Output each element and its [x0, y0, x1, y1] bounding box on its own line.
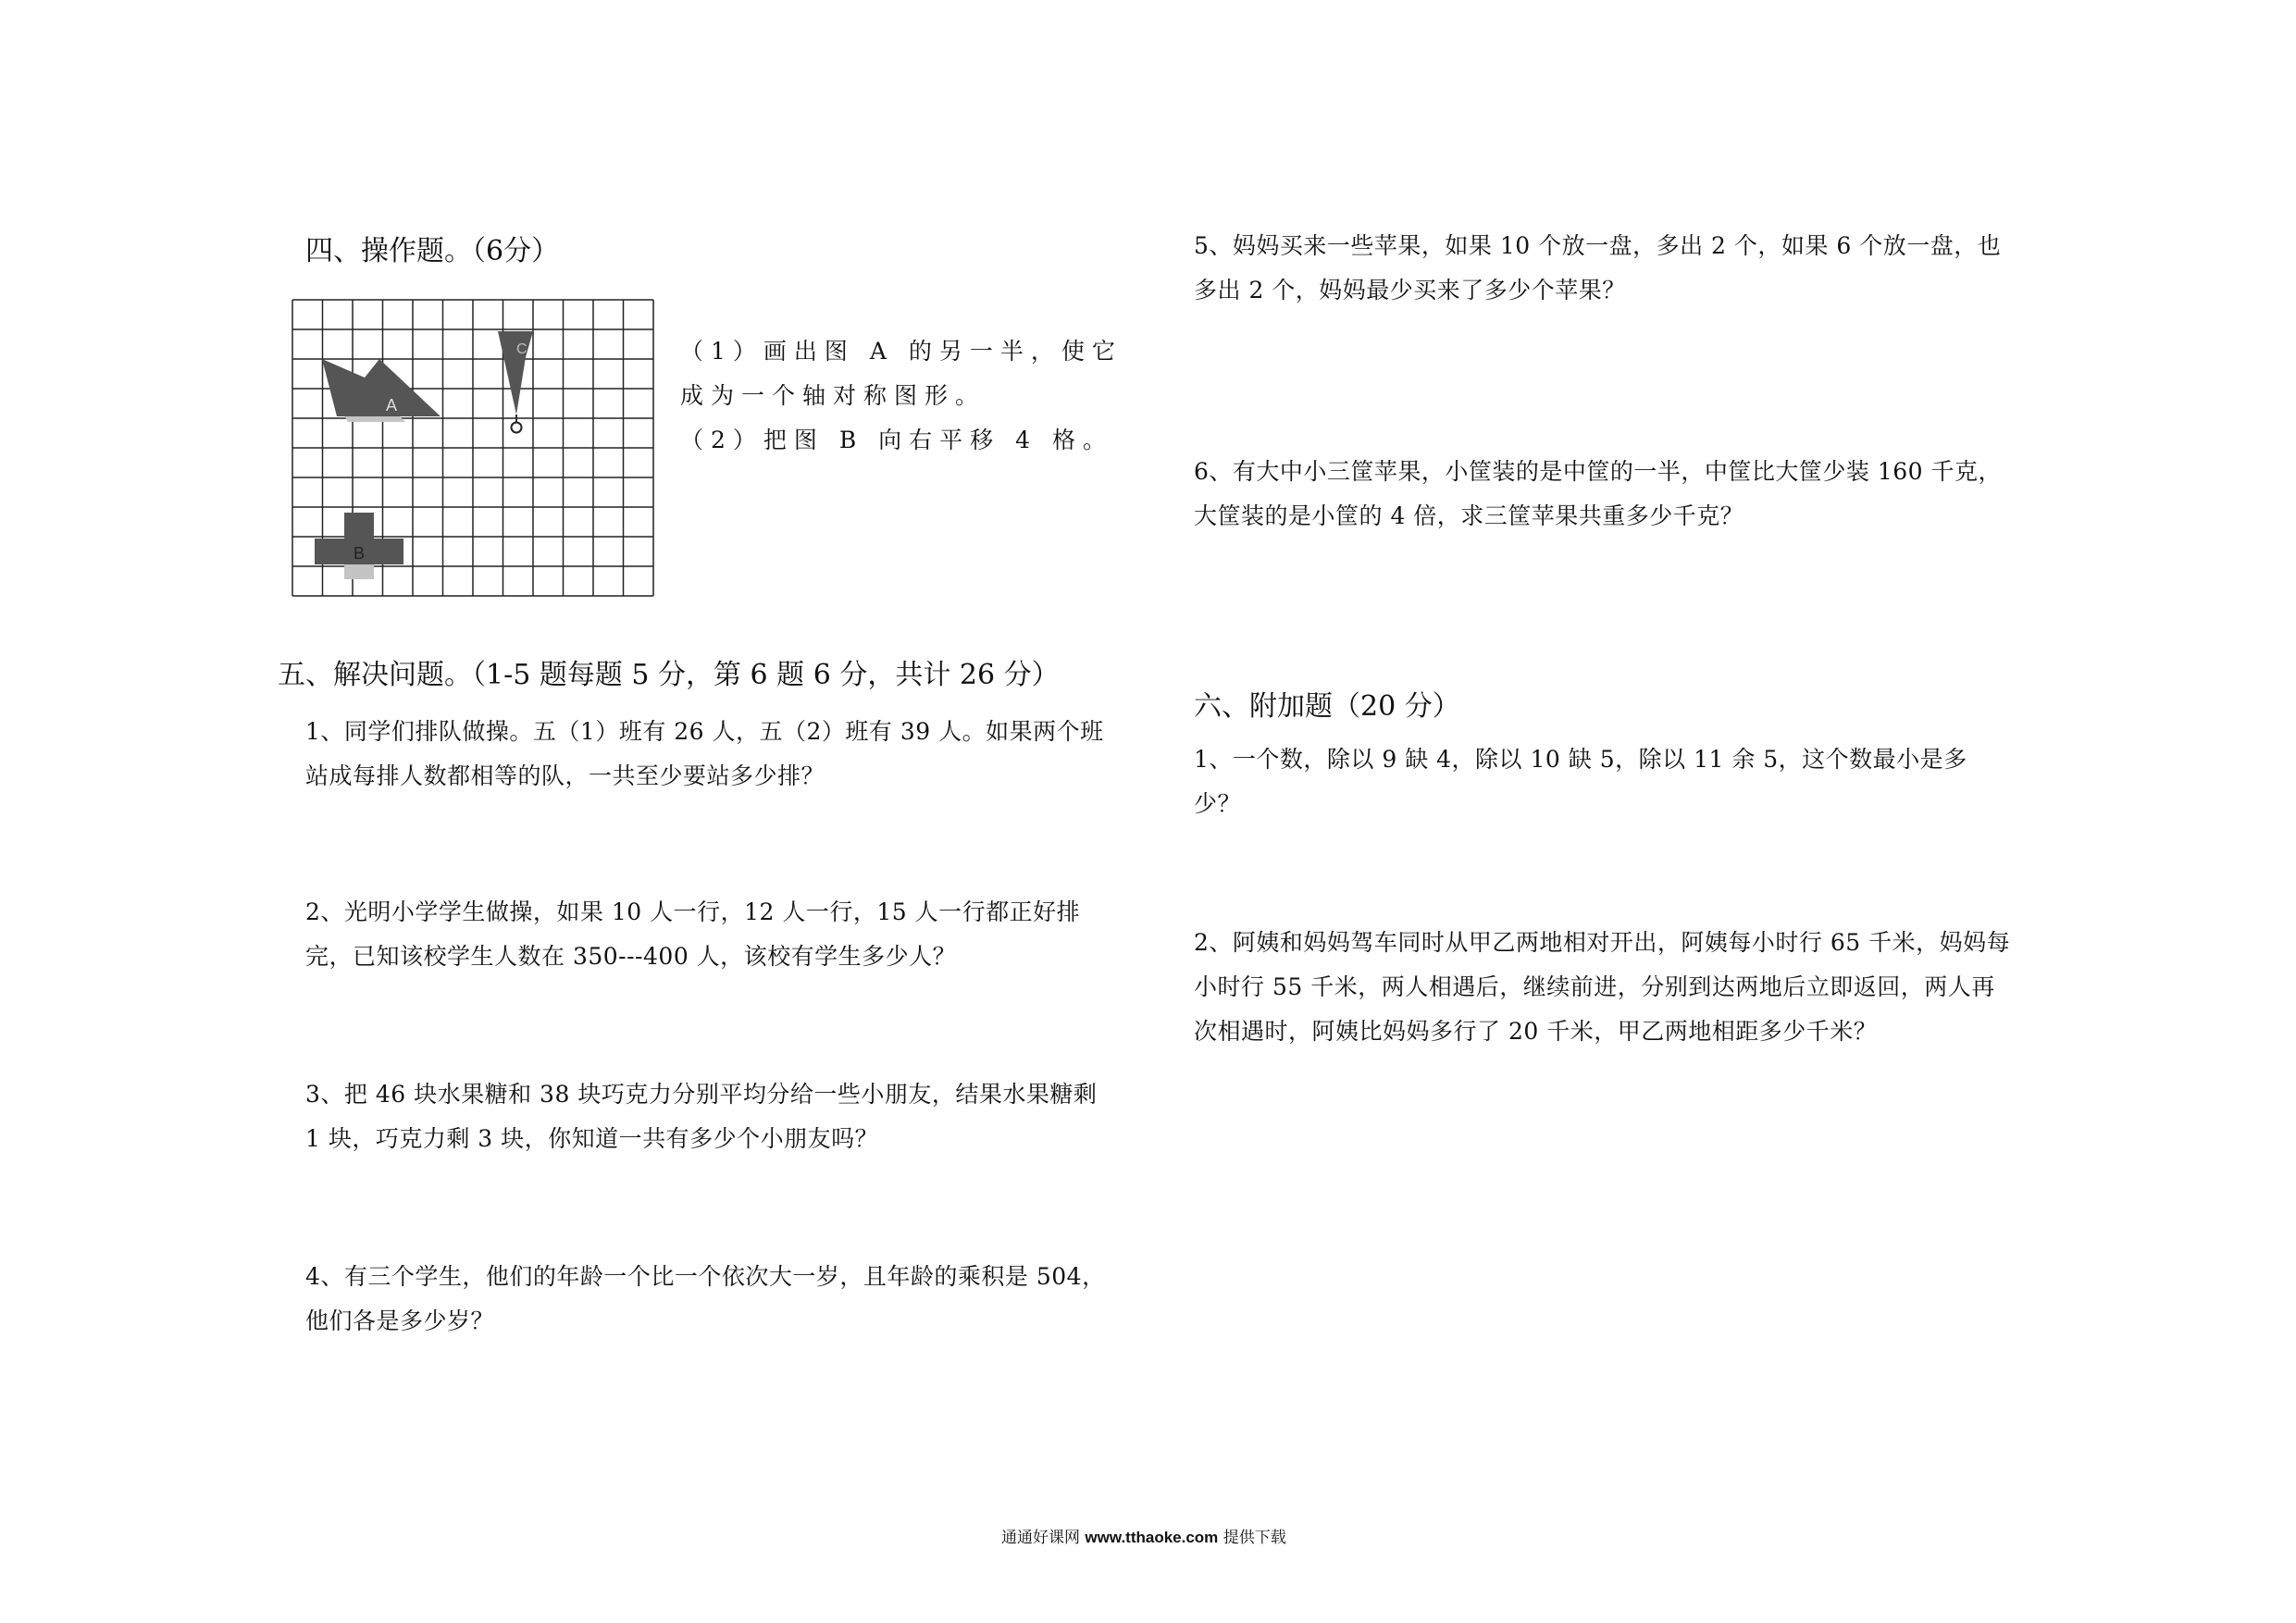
- footer-suffix: 提供下载: [1222, 1529, 1286, 1547]
- shape-c-label: C: [516, 341, 527, 357]
- section5-q6: 6、有大中小三筐苹果，小筐装的是中筐的一半，中筐比大筐少装 160 千克，大筐装的是小筐的 4 倍，求三筐苹果共重多少千克？: [1194, 458, 2003, 529]
- shape-b: [315, 513, 403, 579]
- shape-b-label: B: [354, 544, 366, 563]
- section6-q1: 1、一个数，除以 9 缺 4，除以 10 缺 5，除以 11 余 5，这个数最小是多少？: [1194, 746, 1967, 817]
- section5-q4: 4、有三个学生，他们的年龄一个比一个依次大一岁，且年龄的乘积是 504，他们各是多少岁？: [305, 1263, 1106, 1334]
- section6-title: 六、附加题（20 分）: [1194, 690, 1460, 723]
- shape-a: [322, 359, 441, 422]
- section5-q1: 1、同学们排队做操。五（1）班有 26 人，五（2）班有 39 人。如果两个班站成每排人数都相等的队，一共至少要站多少排？: [305, 718, 1104, 789]
- section5-q2: 2、光明小学学生做操，如果 10 人一行，12 人一行，15 人一行都正好排完，已知该校学生人数在 350---400 人，该校有学生多少人？: [305, 898, 1081, 970]
- instruction-1: （1）画出图 A 的另一半，使它成为一个轴对称图形。: [680, 338, 1123, 409]
- section5-q5: 5、妈妈买来一些苹果，如果 10 个放一盘，多出 2 个，如果 6 个放一盘，也多出 2 个，妈妈最少买来了多少个苹果？: [1194, 232, 2002, 304]
- section5-title: 五、解决问题。（1-5 题每题 5 分，第 6 题 6 分，共计 26 分）: [278, 659, 1060, 691]
- grid-figure: [289, 296, 659, 607]
- section5-q3: 3、把 46 块水果糖和 38 块巧克力分别平均分给一些小朋友，结果水果糖剩 1 块，巧克力剩 3 块，你知道一共有多少个小朋友吗？: [305, 1081, 1098, 1152]
- instruction-2: （2）把图 B 向右平移 4 格。: [680, 427, 1113, 453]
- section4-title: 四、操作题。（6分）: [305, 235, 560, 267]
- footer-site-name: 通通好课网: [1001, 1529, 1080, 1547]
- footer-url[interactable]: www.tthaoke.com: [1085, 1529, 1219, 1546]
- shape-a-label: A: [386, 396, 398, 415]
- section6-q2: 2、阿姨和妈妈驾车同时从甲乙两地相对开出，阿姨每小时行 65 千米，妈妈每小时行 55 千米，两人相遇后，继续前进，分别到达两地后立即返回，两人再次相遇时，阿姨比妈妈多行了 20 千米，甲乙两地相距多少千米？: [1194, 929, 2011, 1045]
- footer: [1001, 1524, 1286, 1547]
